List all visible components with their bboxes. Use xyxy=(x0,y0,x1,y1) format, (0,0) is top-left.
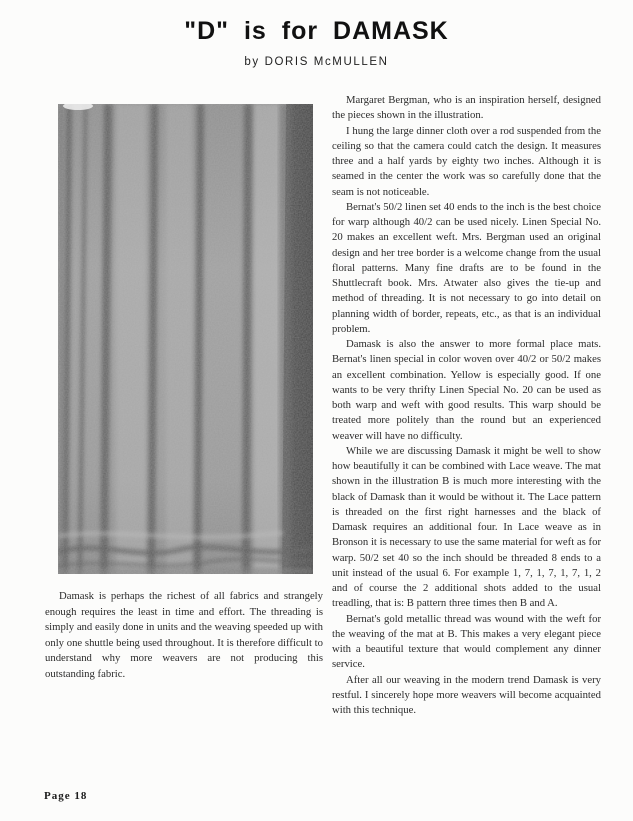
damask-curtain-photo xyxy=(58,104,313,574)
article-paragraph: Bernat's 50/2 linen set 40 ends to the inch is the best choice for warp although 40/2 can be used nicely. Linen Special No. 20 makes an excellent weft. Mrs. Bergman used an original design and her tree border is a welcome change from the usual floral patterns. Many fine drafts are to be found in the Shuttlecraft book. Mrs. Atwater also gives the tie-up and method of threading. It is not necessary to go into detail on planning width of border, repeats, etc., as that is an individual problem. xyxy=(332,200,601,335)
article-paragraph: After all our weaving in the modern trend Damask is very restful. I sincerely hope more weavers will become acquainted with this technique. xyxy=(332,673,601,716)
article-paragraph: I hung the large dinner cloth over a rod suspended from the ceiling so that the camera could catch the design. It measures three and a half yards by eighty two inches. Although it is seamed in the center the work was so carefully done that the seam is not noticeable. xyxy=(332,124,601,198)
article-paragraph: Margaret Bergman, who is an inspiration herself, designed the pieces shown in the illustration. xyxy=(332,94,601,122)
article-paragraph: Damask is also the answer to more formal place mats. Bernat's linen special in color woven over 40/2 or 50/2 makes an excellent combination. Yellow is especially good. If one wants to be very thrifty Linen Special No. 20 can be used as both warp and weft with good results. This warp should be treated more politely than the round but an experienced weaver will have no difficulty. xyxy=(332,338,601,442)
page-title: "D" is for DAMASK xyxy=(184,17,449,45)
byline: by DORIS McMULLEN xyxy=(244,56,389,68)
article-paragraph: While we are discussing Damask it might be well to show how beautifully it can be combined with Lace weave. The mat shown in the illustration B is much more interesting with the black of Damask than it would be without it. The Lace pattern is threaded on the first right harnesses and the black of Damask requires an additional four. In Lace weave as in Bronson it is necessary to use the same material for weft as for warp. 50/2 set 40 so the inch should be threaded 8 ends to a unit instead of the usual 6. For example 1, 7, 1, 7, 1, 7, 1, 2 and of course the 2 additional shots added to the usual treadling, that is: B pattern three times then B and A. xyxy=(332,444,601,610)
damask-curtain-illustration xyxy=(58,104,313,574)
article-paragraph: Bernat's gold metallic thread was wound with the weft for the weaving of the mat at B. This makes a very elegant piece with a beautiful texture that would complement any dinner service. xyxy=(332,612,601,671)
figure-caption: Damask is perhaps the richest of all fabrics and strangely enough requires the least in time and effort. The threading is simply and easily done in units and the weaving speeded up with only one shuttle being used throughout. It is therefore difficult to understand why more weavers are not producing this outstanding fabric. xyxy=(45,590,323,680)
page-number: Page 18 xyxy=(44,790,88,802)
article-body xyxy=(332,93,601,718)
